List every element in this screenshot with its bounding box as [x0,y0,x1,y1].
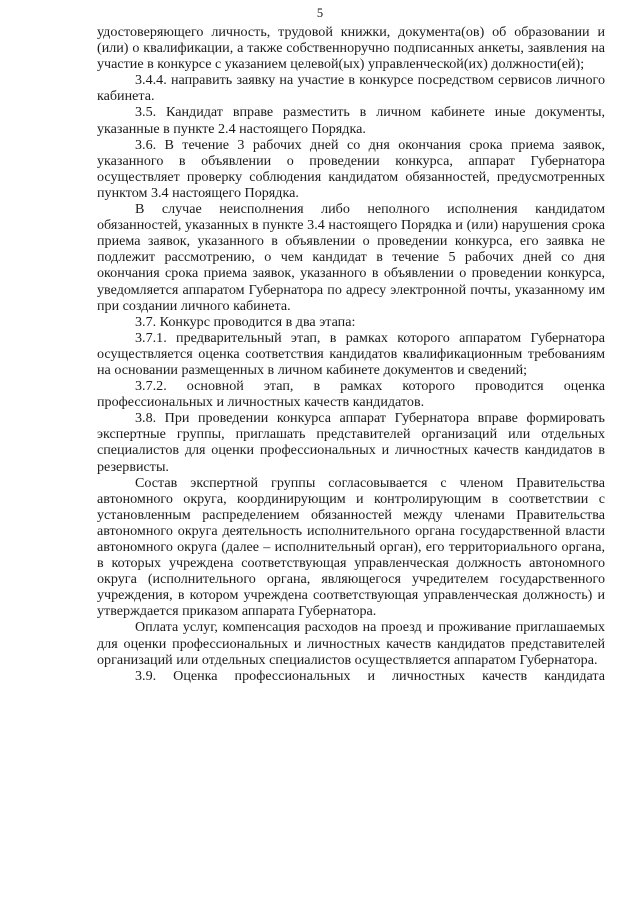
paragraph-3-4-4: 3.4.4. направить заявку на участие в конкурсе посредством сервисов личного кабинета. [97,72,605,105]
document-body [97,24,605,684]
paragraph-3-9: 3.9. Оценка профессиональных и личностных качеств кандидата [135,667,605,684]
paragraph-payment: Оплата услуг, компенсация расходов на проезд и проживание приглашаемых для оценки профессиональных и личностных качеств кандидатов представителей организаций или отдельных специалистов осуществляется аппаратом Губернатора. [97,619,605,668]
page-number: 5 [316,6,324,20]
paragraph-3-8: 3.8. При проведении конкурса аппарат Губернатора вправе формировать экспертные группы, приглашать представителей организаций или отдельных специалистов для оценки профессиональных и личностных качеств кандидатов в резервисты. [97,410,605,475]
paragraph-3-7-2: 3.7.2. основной этап, в рамках которого проводится оценка профессиональных и личностных качеств кандидатов. [97,378,605,411]
paragraph-3-6-nonfulfillment: В случае неисполнения либо неполного исполнения кандидатом обязанностей, указанных в пункте 3.4 настоящего Порядка и (или) нарушения срока приема заявок, указанного в объявлении о проведении конкурса, его заявка не подлежит рассмотрению, о чем кандидат в течение 5 рабочих дней со дня окончания срока приема заявок, указанного в объявлении о проведении конкурса, уведомляется аппаратом Губернатора по адресу электронной почты, указанному им при создании личного кабинета. [97,201,605,314]
paragraph-3-7: 3.7. Конкурс проводится в два этапа: [135,313,356,330]
paragraph-3-5: 3.5. Кандидат вправе разместить в личном кабинете иные документы, указанные в пункте 2.4 настоящего Порядка. [97,104,605,137]
paragraph-3-7-1: 3.7.1. предварительный этап, в рамках которого аппаратом Губернатора осуществляется оценка соответствия кандидатов квалификационным требованиям на основании размещенных в личном кабинете документов и сведений; [97,329,605,378]
paragraph-expert-group: Состав экспертной группы согласовывается с членом Правительства автономного округа, координирующим и контролирующим в соответствии с установленным распределением обязанностей между членами Правительства автономного округа деятельность исполнительного органа государственной власти автономного округа (далее – исполнительный орган), его территориального органа, в которых учреждена соответствующая управленческая должность автономного округа (исполнительного органа, являющегося учредителем государственного учреждения, в котором учреждена соответствующая управленческая должность) и утверждается приказом аппарата Губернатора. [97,474,605,620]
paragraph-3-6: 3.6. В течение 3 рабочих дней со дня окончания срока приема заявок, указанного в объявлении о проведении конкурса, аппарат Губернатора осуществляет проверку соблюдения кандидатом обязанностей, предусмотренных пунктом 3.4 настоящего Порядка. [97,136,605,201]
paragraph-continuation: удостоверяющего личность, трудовой книжки, документа(ов) об образовании и (или) о квалификации, а также собственноручно подписанных анкеты, заявления на участие в конкурсе с указанием целевой(ых) управленческой(их) должности(ей); [97,24,605,73]
